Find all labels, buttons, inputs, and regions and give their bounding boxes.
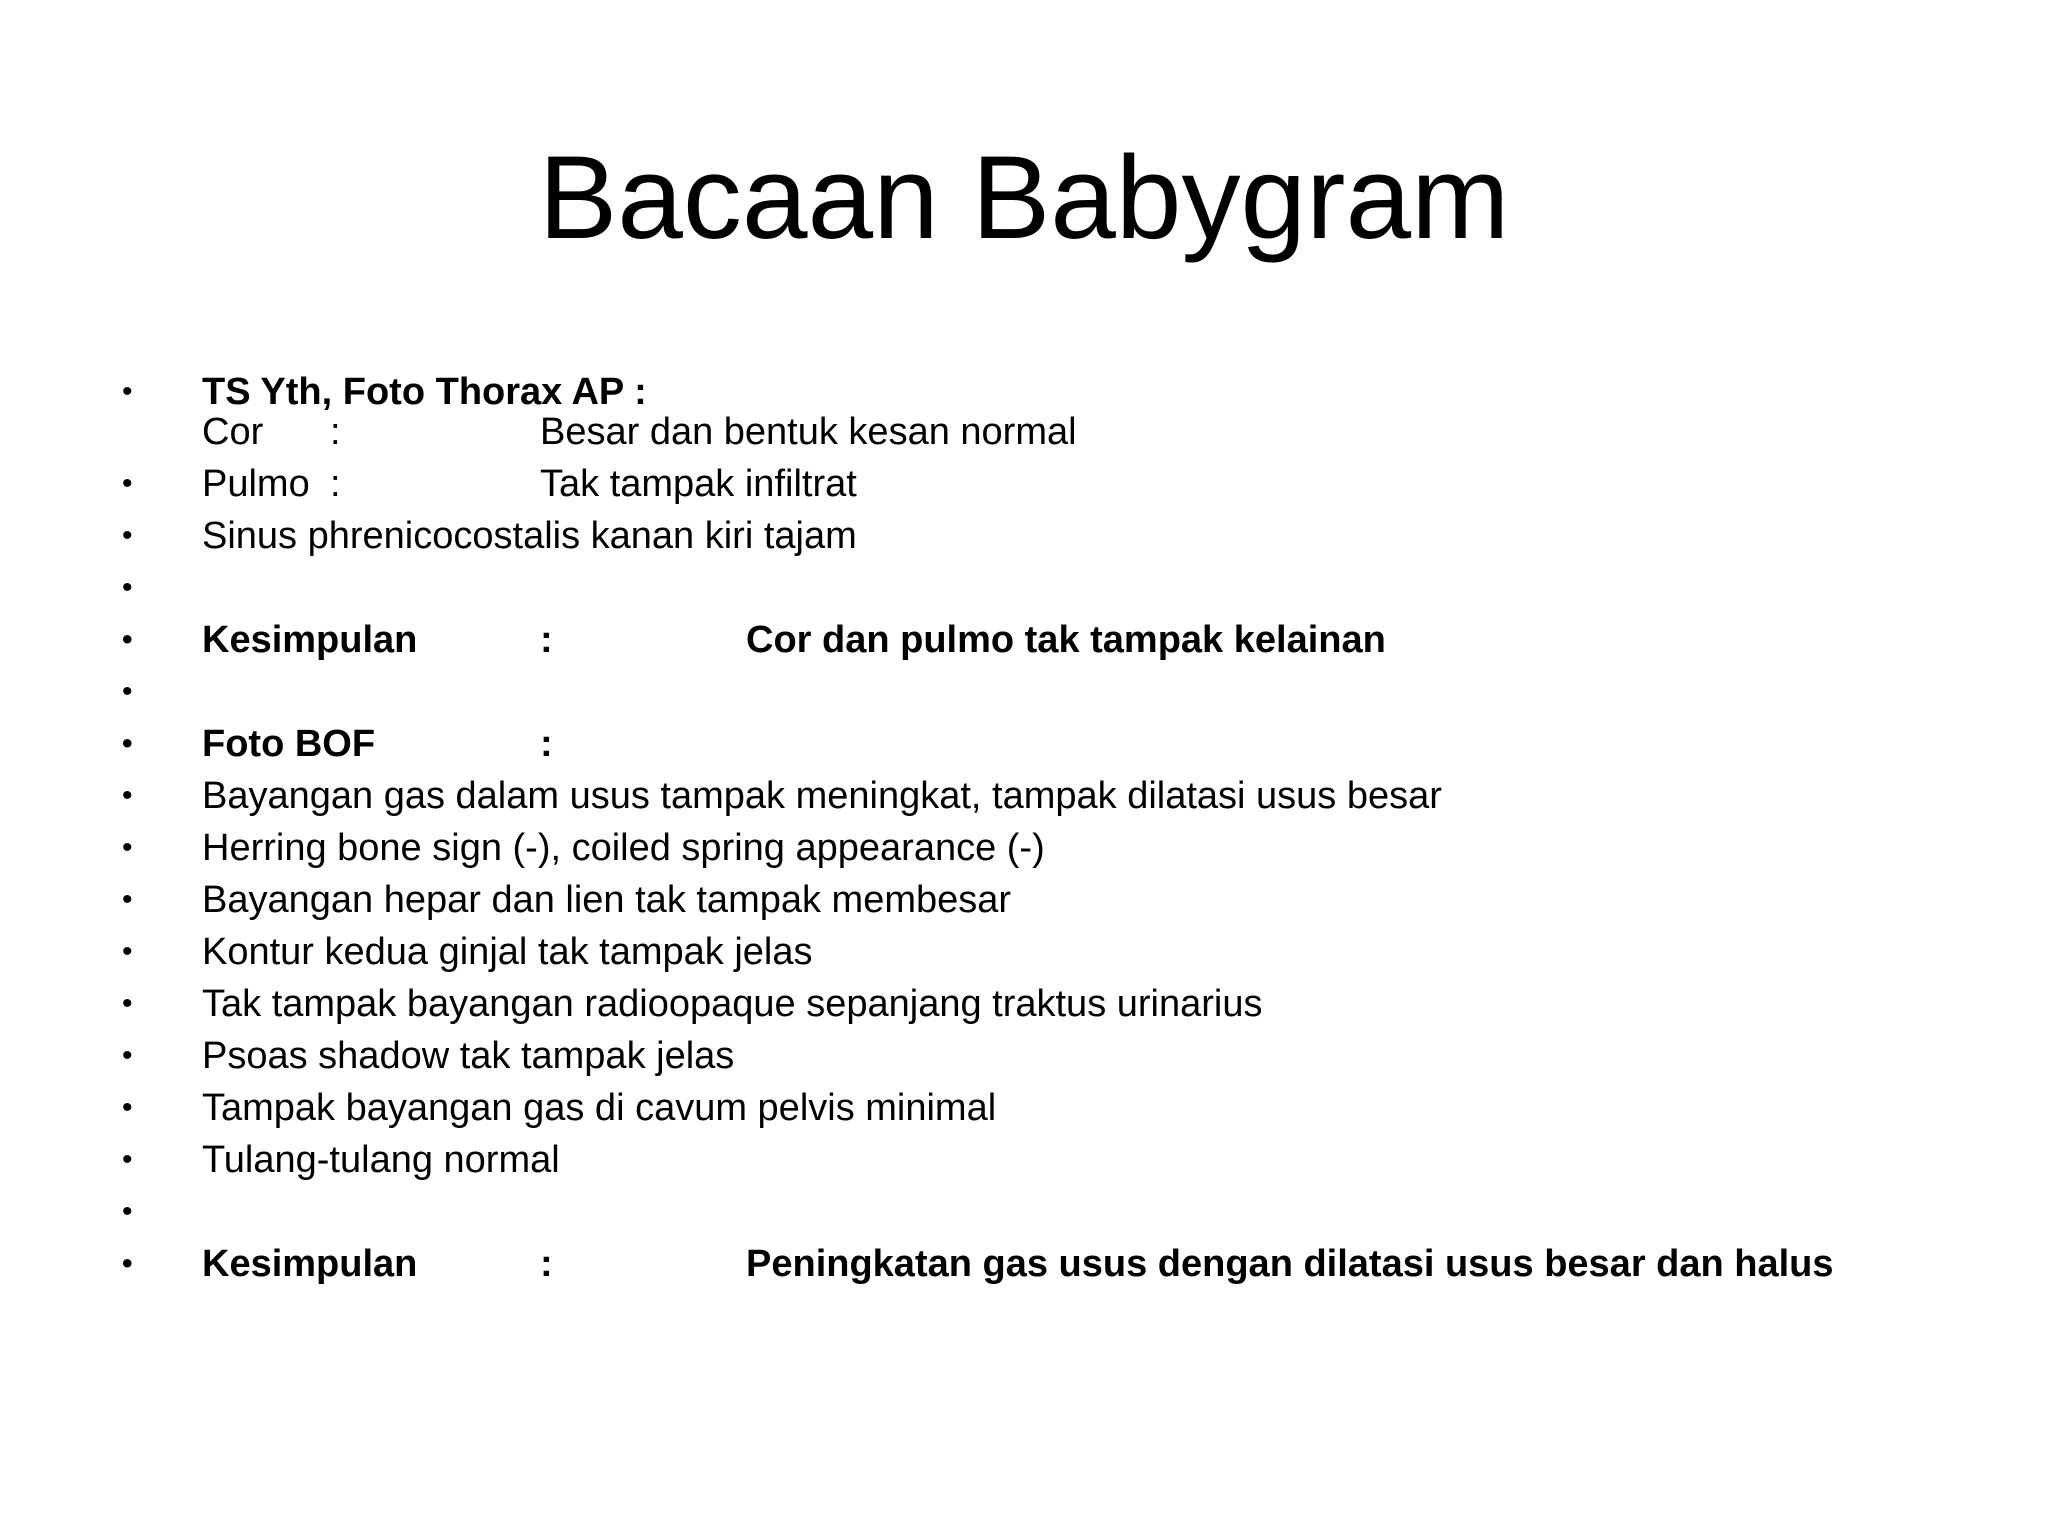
bof-item: Tak tampak bayangan radioopaque sepanjang traktus urinarius xyxy=(202,983,1263,1025)
pulmo-value: Tak tampak infiltrat xyxy=(540,463,857,505)
sinus-text: Sinus phrenicocostalis kanan kiri tajam xyxy=(202,515,857,557)
bof-conclusion-colon: : xyxy=(540,1243,553,1285)
list-item xyxy=(0,770,2048,822)
list-item-pulmo xyxy=(0,458,2048,510)
thorax-heading: TS Yth, Foto Thorax AP : xyxy=(202,371,647,413)
bullet-icon: • xyxy=(122,571,133,604)
list-item-bof-heading xyxy=(0,718,2048,770)
bullet-icon: • xyxy=(122,375,133,408)
list-item-empty xyxy=(0,1186,2048,1238)
thorax-conclusion-colon: : xyxy=(540,619,553,661)
cor-value: Besar dan bentuk kesan normal xyxy=(540,411,1077,453)
bullet-icon: • xyxy=(122,935,133,968)
thorax-conclusion-value: Cor dan pulmo tak tampak kelainan xyxy=(746,619,1386,661)
bof-conclusion-label: Kesimpulan xyxy=(202,1243,418,1285)
slide-title: Bacaan Babygram xyxy=(538,132,1510,264)
thorax-conclusion-label: Kesimpulan xyxy=(202,619,418,661)
bof-item: Bayangan hepar dan lien tak tampak membesar xyxy=(202,879,1012,921)
bullet-icon: • xyxy=(122,1143,133,1176)
bof-heading: Foto BOF xyxy=(202,723,376,765)
bof-heading-colon: : xyxy=(540,723,553,765)
bullet-icon: • xyxy=(122,1247,133,1280)
list-item xyxy=(0,1082,2048,1134)
bof-item: Kontur kedua ginjal tak tampak jelas xyxy=(202,931,813,973)
list-item-sinus xyxy=(0,510,2048,562)
list-item-bof-conclusion xyxy=(0,1238,2048,1290)
bof-item: Tulang-tulang normal xyxy=(202,1139,560,1181)
bof-conclusion-value: Peningkatan gas usus dengan dilatasi usus besar dan halus xyxy=(746,1243,1834,1285)
bullet-icon: • xyxy=(122,779,133,812)
list-item xyxy=(0,1134,2048,1186)
bullet-icon: • xyxy=(122,831,133,864)
bullet-icon: • xyxy=(122,467,133,500)
cor-label: Cor xyxy=(202,411,264,453)
bullet-icon: • xyxy=(122,1091,133,1124)
list-item xyxy=(0,978,2048,1030)
bullet-icon: • xyxy=(122,883,133,916)
list-item xyxy=(0,1030,2048,1082)
bof-item: Herring bone sign (-), coiled spring appearance (-) xyxy=(202,827,1045,869)
bullet-icon: • xyxy=(122,1195,133,1228)
bullet-icon: • xyxy=(122,987,133,1020)
bullet-icon: • xyxy=(122,623,133,656)
pulmo-colon: : xyxy=(330,463,341,505)
bof-item: Bayangan gas dalam usus tampak meningkat, tampak dilatasi usus besar xyxy=(202,775,1442,817)
list-item-thorax-conclusion xyxy=(0,614,2048,666)
list-item-empty xyxy=(0,666,2048,718)
list-item xyxy=(0,822,2048,874)
bof-item: Tampak bayangan gas di cavum pelvis minimal xyxy=(202,1087,997,1129)
bullet-icon: • xyxy=(122,675,133,708)
bullet-icon: • xyxy=(122,727,133,760)
bullet-icon: • xyxy=(122,1039,133,1072)
list-item-empty xyxy=(0,562,2048,614)
list-item-cor xyxy=(0,406,2048,458)
pulmo-label: Pulmo xyxy=(202,463,310,505)
bof-item: Psoas shadow tak tampak jelas xyxy=(202,1035,735,1077)
bullet-icon: • xyxy=(122,519,133,552)
cor-colon: : xyxy=(330,411,341,453)
list-item xyxy=(0,926,2048,978)
list-item xyxy=(0,874,2048,926)
